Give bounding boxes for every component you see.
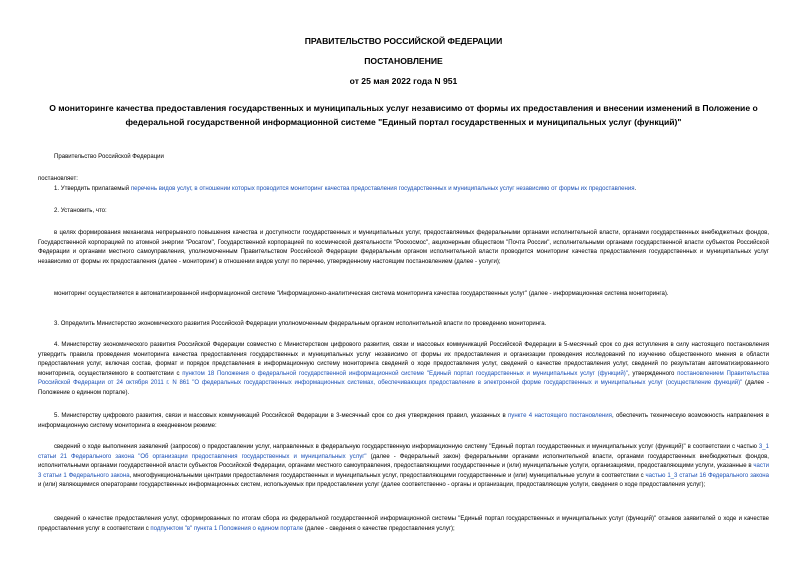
paragraph-5a-text-2: (далее - Федеральный закон) федеральными органами исполнительной власти, органами государственных внебюджетных фондов, исполнительными органами государственной власти субъектов Российской Федерации, органами местного самоуправления, предоставляющими государственные и (или) муниципальные услуги, организациями, предоставляющими услуги, указанные в (38, 453, 769, 470)
link-subclause-v-clause-1[interactable]: подпунктом "в" пункта 1 Положения о едином портале (150, 525, 304, 532)
paragraph-2-monitoring-system: мониторинг осуществляется в автоматизированной информационной системе "Информационно-аналитическая система мониторинга качества государственных услуг" (далее - информационная система мониторинга). (54, 291, 669, 297)
paragraph-3: 3. Определить Министерство экономического развития Российской Федерации уполномоченным федеральным органом исполнительной власти по проведению мониторинга. (54, 321, 547, 327)
paragraph-5-end: , обеспечить техническую возможность направления в информационную систему мониторинга в ежедневном режиме: (38, 413, 769, 429)
paragraph-1-text: 1. Утвердить прилагаемый (54, 186, 131, 192)
government-heading: ПРАВИТЕЛЬСТВО РОССИЙСКОЙ ФЕДЕРАЦИИ (304, 36, 503, 46)
paragraph-1-end: . (634, 186, 637, 192)
link-clause-4[interactable]: пункте 4 настоящего постановления (508, 413, 612, 419)
paragraph-4-text: 4. Министерству экономического развития Российской Федерации совместно с Министерством цифрового развития, связи и массовых коммуникаций Российской Федерации в 5-месячный срок со дня вступления в силу настоящего постановления утвердить правила проведения мониторинга качества предоставления государственных и муниципальных услуг независимо от формы их предоставления и организации проведения исследований по изучению общественного мнения в области предоставления услуг, включая состав, формат и порядок представления в информационную систему мониторинга сведений о ходе предоставления услуг, сведений о качестве предоставления услуг, сведений по результатам автоматизированного мониторинга, осуществляемого в соответствии с (38, 342, 769, 377)
paragraph-5a-text: сведений о ходе выполнения заявлений (запросов) о предоставлении услуг, направленных в федеральную государственную информационную систему "Единый портал государственных и муниципальных услуг (функций)" в соответствии с частью (54, 444, 759, 450)
paragraph-4-end: (далее - Положение о единном портале). (38, 380, 769, 396)
link-government-resolution-861[interactable]: постановлением Правительства Российской Федерации от 24 октября 2011 г. N 861 "О федеральных государственных информационных системах, обеспечивающих предоставление в электронной форме государственных и муниципальных услуг (осуществление функций)" (38, 370, 769, 387)
paragraph-5-progress-info (38, 443, 769, 491)
paragraph-5a-end: и (или) являющимися операторами государственных информационных систем, используемых при предоставлении услуг (далее соответственно - органы и организации, предоставляющие услуги, сведения о ходе предоставления услуг); (38, 482, 706, 489)
paragraph-1 (38, 185, 769, 195)
paragraph-5b-end: (далее - сведения о качестве предоставления услуг); (303, 525, 455, 532)
paragraph-2: 2. Установить, что: (54, 208, 107, 214)
date-number-heading: от 25 мая 2022 года N 951 (349, 76, 458, 86)
paragraph-5a-text-3: , многофункциональными центрами предоставления государственных и муниципальных услуг, предоставляющими государственные и (или) муниципальные услуги в соответствии с (129, 472, 646, 479)
link-services-list[interactable]: перечень видов услуг, в отношении которых проводится мониторинг качества предоставления государственных и муниципальных услуг независимо от формы их предоставления (130, 186, 635, 192)
document-title: О мониторинге качества предоставления государственных и муниципальных услуг независимо от формы их предоставления и внесении изменений в Положение о федеральной государственной информационной системе "Единый портал государственных и муниципальных услуг (функций)" (49, 103, 758, 127)
paragraph-5b-text: сведений о качестве предоставления услуг, сформированных по итогам сбора из федеральной государственной информационной системы "Единый портал государственных и муниципальных услуг (функций)" отзывов заявителей о ходе и качестве предоставления услуг в соответствии с (38, 516, 769, 532)
link-article-1-part-3[interactable]: части 3 статьи 1 Федерального закона (38, 463, 769, 479)
paragraph-resolves: постановляет: (38, 176, 78, 182)
paragraph-5-quality-info (38, 515, 769, 534)
paragraph-4-text-2: , утвержденного (627, 370, 678, 377)
paragraph-2-purpose: в целях формирования механизма непрерывного повышения качества и доступности государственных и муниципальных услуг, предоставляемых федеральными органами исполнительной власти, органами государственных внебюджетных фондов, Государственной корпорацией по атомной энергии "Росатом", Государственной корпорацией по космической деятельности "Роскосмос", акционерным обществом "Почта России", исполнительными органами государственной власти субъектов Российской Федерации и органами местного самоуправления, уполномоченным Правительством Российской Федерации федеральным органом исполнительной власти проводится мониторинг качества предоставления государственных и муниципальных услуг независимо от формы их предоставления (далее - мониторинг) в отношении видов услуг по перечню, утвержденному настоящим постановлением (далее - услуги); (38, 230, 769, 265)
paragraph-4 (38, 341, 769, 399)
paragraph-5-text: 5. Министерству цифрового развития, связи и массовых коммуникаций Российской Федерации в 3-месячный срок со дня утверждения правил, указанных в (54, 413, 509, 419)
paragraph-government: Правительство Российской Федерации (54, 154, 164, 160)
paragraph-5 (38, 412, 769, 431)
link-clause-18-regulation[interactable]: пунктом 18 Положения о федеральной государственной информационной системе "Единый портал государственных и муниципальных услуг (функций)" (182, 370, 628, 377)
link-article-16-part-1-3[interactable]: частью 1_3 статьи 16 Федерального закона (645, 472, 770, 479)
link-article-21-part-3-1[interactable]: 3_1 статьи 21 Федерального закона "Об организации предоставления государственных и муниципальных услуг" (38, 444, 769, 460)
document-type-heading: ПОСТАНОВЛЕНИЕ (364, 56, 443, 66)
